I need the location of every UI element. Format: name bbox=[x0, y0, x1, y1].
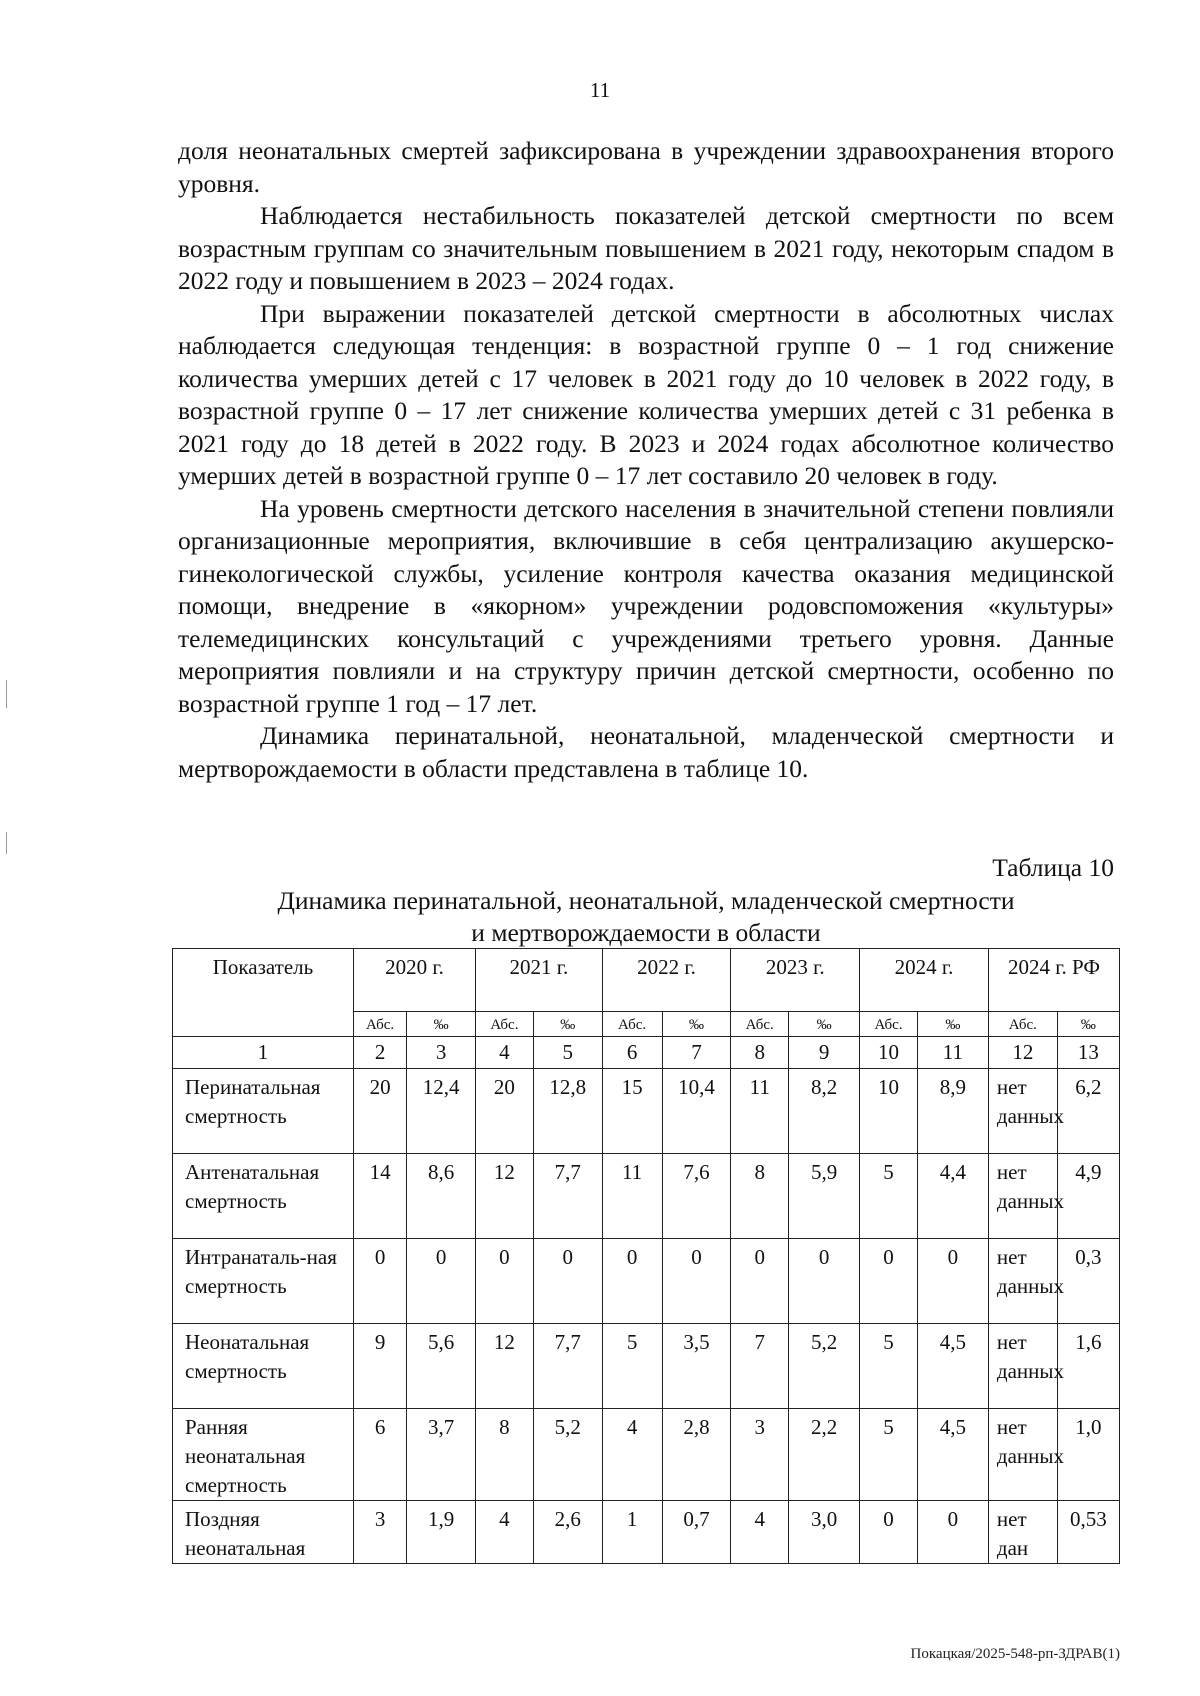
table-cell: 2,6 bbox=[533, 1501, 602, 1564]
page-number: 11 bbox=[589, 78, 611, 102]
column-number: 7 bbox=[662, 1037, 731, 1069]
unit-header: ‰ bbox=[662, 1012, 731, 1037]
table-cell: 0 bbox=[407, 1239, 476, 1324]
unit-header: ‰ bbox=[533, 1012, 602, 1037]
table-cell: 11 bbox=[731, 1069, 789, 1154]
table-title bbox=[178, 885, 1114, 949]
unit-header: Абс. bbox=[353, 1012, 406, 1037]
column-number: 10 bbox=[860, 1037, 918, 1069]
table-cell: 0,3 bbox=[1057, 1239, 1119, 1324]
table-cell: 6,2 bbox=[1057, 1069, 1119, 1154]
paragraph: Наблюдается нестабильность показателей детской смертности по всем возрастным группам со значительным повышением в 2021 году, некоторым спадом в 2022 году и повышением в 2023 – 2024 годах. bbox=[178, 201, 1114, 295]
table-cell: 15 bbox=[602, 1069, 662, 1154]
paragraph: При выражении показателей детской смертности в абсолютных числах наблюдается следующая тенденция: в возрастной группе 0 – 1 год снижение количества умерших детей с 17 человек в 2021 году до 10 человек в 2022 году, в возрастной группе 0 – 17 лет снижение количества умерших детей с 31 ребенка в 2021 году до 18 детей в 2022 году. В 2023 и 2024 годах абсолютное количество умерших детей в возрастной группе 0 – 17 лет составило 20 человек в году. bbox=[178, 298, 1114, 490]
table-cell: 0 bbox=[353, 1239, 406, 1324]
column-number: 6 bbox=[602, 1037, 662, 1069]
column-number: 12 bbox=[988, 1037, 1057, 1069]
table-cell: нет данных bbox=[988, 1239, 1057, 1324]
row-label: Перинатальная смертность bbox=[173, 1069, 354, 1154]
row-label: Ранняя неонатальная смертность bbox=[173, 1409, 354, 1501]
row-label: Поздняя неонатальная bbox=[173, 1501, 354, 1564]
document-footer-code: Покацкая/2025-548-рп-ЗДРАВ(1) bbox=[910, 1646, 1120, 1662]
table-cell: 0 bbox=[662, 1239, 731, 1324]
table-cell: 5 bbox=[860, 1324, 918, 1409]
table-cell: 3,0 bbox=[789, 1501, 860, 1564]
table-cell: 12,8 bbox=[533, 1069, 602, 1154]
table-cell: 0 bbox=[917, 1239, 988, 1324]
table-cell: 10 bbox=[860, 1069, 918, 1154]
table-cell: нет данных bbox=[988, 1324, 1057, 1409]
table-cell: нет данных bbox=[988, 1069, 1057, 1154]
paragraph: На уровень смертности детского населения в значительной степени повлияли организационные мероприятия, включившие в себя централизацию акушерско-гинекологической службы, усиление контроля качества оказания медицинской помощи, внедрение в «якорном» учреждении родовспоможения «культуры» телемедицинских консультаций с учреждениями третьего уровня. Данные мероприятия повлияли и на структуру причин детской смертности, особенно по возрастной группе 1 год – 17 лет. bbox=[178, 493, 1114, 718]
mortality-table bbox=[172, 948, 1120, 1564]
column-number: 11 bbox=[917, 1037, 988, 1069]
unit-header: Абс. bbox=[476, 1012, 534, 1037]
table-cell: 7,7 bbox=[533, 1154, 602, 1239]
table-cell: 0 bbox=[533, 1239, 602, 1324]
table-cell: 1,6 bbox=[1057, 1324, 1119, 1409]
table-cell: 4,5 bbox=[917, 1324, 988, 1409]
table-cell: 7,7 bbox=[533, 1324, 602, 1409]
table-row bbox=[173, 1069, 1120, 1154]
unit-header: Абс. bbox=[602, 1012, 662, 1037]
body-text bbox=[178, 135, 1114, 785]
unit-header: ‰ bbox=[789, 1012, 860, 1037]
column-numbers-row bbox=[173, 1037, 1120, 1069]
table-cell: 12 bbox=[476, 1154, 534, 1239]
table-cell: 0 bbox=[917, 1501, 988, 1564]
table-cell: 6 bbox=[353, 1409, 406, 1501]
table-cell: 3,7 bbox=[407, 1409, 476, 1501]
table-title-line: Динамика перинатальной, неонатальной, младенческой смертности bbox=[277, 886, 1015, 915]
table-cell: 3 bbox=[731, 1409, 789, 1501]
table-cell: 7,6 bbox=[662, 1154, 731, 1239]
row-label: Антенатальная смертность bbox=[173, 1154, 354, 1239]
table-cell: 20 bbox=[476, 1069, 534, 1154]
table-cell: 3 bbox=[353, 1501, 406, 1564]
table-cell: 4,9 bbox=[1057, 1154, 1119, 1239]
table-cell: 0 bbox=[860, 1239, 918, 1324]
table-cell: 5,2 bbox=[789, 1324, 860, 1409]
column-number: 13 bbox=[1057, 1037, 1119, 1069]
table-cell: 5,6 bbox=[407, 1324, 476, 1409]
table-cell: 7 bbox=[731, 1324, 789, 1409]
header-year: 2024 г. bbox=[860, 949, 989, 1012]
table-row bbox=[173, 1324, 1120, 1409]
column-number: 4 bbox=[476, 1037, 534, 1069]
table-cell: нет данных bbox=[988, 1409, 1057, 1501]
table-cell: 8 bbox=[731, 1154, 789, 1239]
scan-margin-mark bbox=[6, 832, 7, 854]
scan-margin-mark bbox=[6, 680, 7, 708]
table-cell: 5,9 bbox=[789, 1154, 860, 1239]
row-label: Неонатальная смертность bbox=[173, 1324, 354, 1409]
header-year: 2024 г. РФ bbox=[988, 949, 1119, 1012]
table-cell: нет дан bbox=[988, 1501, 1057, 1564]
column-number: 8 bbox=[731, 1037, 789, 1069]
column-number: 2 bbox=[353, 1037, 406, 1069]
table-cell: 0 bbox=[476, 1239, 534, 1324]
table-cell: 12,4 bbox=[407, 1069, 476, 1154]
table-row bbox=[173, 1409, 1120, 1501]
header-year: 2023 г. bbox=[731, 949, 860, 1012]
table-cell: 0 bbox=[789, 1239, 860, 1324]
table-cell: 8 bbox=[476, 1409, 534, 1501]
paragraph: доля неонатальных смертей зафиксирована в учреждении здравоохранения второго уровня. bbox=[178, 136, 1114, 198]
table-cell: 4 bbox=[731, 1501, 789, 1564]
column-number: 9 bbox=[789, 1037, 860, 1069]
unit-header: Абс. bbox=[988, 1012, 1057, 1037]
header-year: 2022 г. bbox=[602, 949, 731, 1012]
unit-header: Абс. bbox=[731, 1012, 789, 1037]
table-cell: 4,4 bbox=[917, 1154, 988, 1239]
table-cell: 4 bbox=[602, 1409, 662, 1501]
table-cell: 2,2 bbox=[789, 1409, 860, 1501]
unit-header: Абс. bbox=[860, 1012, 918, 1037]
table-cell: 12 bbox=[476, 1324, 534, 1409]
column-number: 5 bbox=[533, 1037, 602, 1069]
table-cell: 10,4 bbox=[662, 1069, 731, 1154]
table-cell: 2,8 bbox=[662, 1409, 731, 1501]
paragraph: Динамика перинатальной, неонатальной, младенческой смертности и мертворождаемости в области представлена в таблице 10. bbox=[178, 721, 1114, 783]
table-title-line: и мертворождаемости в области bbox=[471, 918, 821, 947]
header-row bbox=[173, 949, 1120, 1012]
table-row bbox=[173, 1501, 1120, 1564]
table-cell: 20 bbox=[353, 1069, 406, 1154]
table-cell: нет данных bbox=[988, 1154, 1057, 1239]
table-cell: 0 bbox=[602, 1239, 662, 1324]
table-cell: 11 bbox=[602, 1154, 662, 1239]
unit-header: ‰ bbox=[407, 1012, 476, 1037]
table-cell: 9 bbox=[353, 1324, 406, 1409]
table-cell: 1,9 bbox=[407, 1501, 476, 1564]
table-label: Таблица 10 bbox=[992, 853, 1114, 882]
row-label: Интранаталь-ная смертность bbox=[173, 1239, 354, 1324]
header-year: 2021 г. bbox=[476, 949, 603, 1012]
table-row bbox=[173, 1154, 1120, 1239]
table-cell: 4,5 bbox=[917, 1409, 988, 1501]
table-cell: 0 bbox=[731, 1239, 789, 1324]
header-year: 2020 г. bbox=[353, 949, 475, 1012]
table-cell: 8,2 bbox=[789, 1069, 860, 1154]
table-cell: 4 bbox=[476, 1501, 534, 1564]
table-row bbox=[173, 1239, 1120, 1324]
unit-header: ‰ bbox=[1057, 1012, 1119, 1037]
unit-header: ‰ bbox=[917, 1012, 988, 1037]
table-cell: 5 bbox=[602, 1324, 662, 1409]
table-cell: 0,7 bbox=[662, 1501, 731, 1564]
table-cell: 5 bbox=[860, 1154, 918, 1239]
table-cell: 1 bbox=[602, 1501, 662, 1564]
table-cell: 1,0 bbox=[1057, 1409, 1119, 1501]
table-cell: 5 bbox=[860, 1409, 918, 1501]
table-cell: 0,53 bbox=[1057, 1501, 1119, 1564]
column-number: 3 bbox=[407, 1037, 476, 1069]
table-cell: 8,9 bbox=[917, 1069, 988, 1154]
table-cell: 3,5 bbox=[662, 1324, 731, 1409]
column-number: 1 bbox=[173, 1037, 354, 1069]
table-cell: 0 bbox=[860, 1501, 918, 1564]
header-indicator: Показатель bbox=[173, 949, 354, 1037]
table-cell: 8,6 bbox=[407, 1154, 476, 1239]
table-cell: 14 bbox=[353, 1154, 406, 1239]
table-cell: 5,2 bbox=[533, 1409, 602, 1501]
